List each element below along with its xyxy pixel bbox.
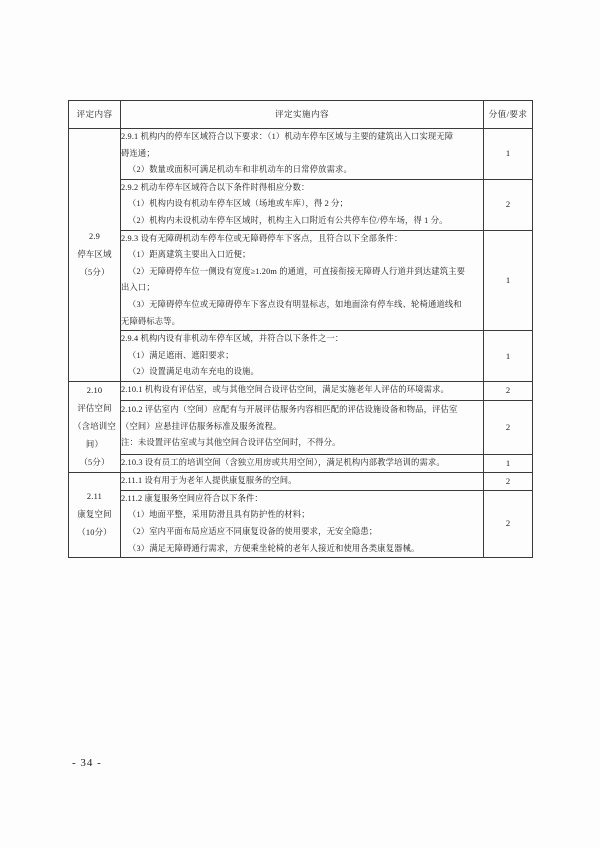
category-name: （含培训空 — [73, 422, 116, 432]
category-name: 停车区域 — [77, 249, 112, 259]
table-row — [69, 490, 533, 557]
content-line: （3）无障碍停车位或无障碍停车下客点设有明显标志，如地面涂有停车线、轮椅通道线和 — [128, 299, 462, 309]
content-line: 2.9.4 机构内设有非机动车停车区域，并符合以下条件之一： — [121, 334, 344, 344]
content-line: 2.9.2 机动车停车区域符合以下条件时得相应分数： — [121, 182, 310, 192]
content-cell-2-10-3 — [121, 454, 484, 473]
assessment-table — [68, 100, 533, 558]
content-cell-2-11-2 — [121, 490, 484, 557]
score-cell-2-10-3: 1 — [484, 454, 533, 473]
content-line: （1）距离建筑主要出入口近便； — [128, 250, 251, 260]
category-points: （10分） — [77, 528, 112, 538]
content-line: 注：未设置评估室或与其他空间合设评估空间时，不得分。 — [121, 438, 341, 448]
assessment-table-wrapper — [68, 100, 532, 558]
content-line: 无障碍标志等。 — [121, 316, 181, 326]
content-line: 碍连通； — [121, 148, 155, 158]
content-line: 2.10.2 评估室内（空间）应配有与开展评估服务内容相匹配的评估设施设备和物品，评估室 — [121, 405, 458, 415]
column-header-score: 分值/要求 — [484, 101, 533, 129]
content-line: （2）设置满足电动车充电的设施。 — [128, 367, 260, 377]
category-code: 2.10 — [86, 385, 103, 395]
category-code: 2.9 — [88, 231, 101, 241]
category-cell-2-9 — [69, 129, 121, 382]
content-cell-2-9-4 — [121, 331, 484, 382]
content-line: 出入口； — [121, 283, 155, 293]
score-cell-2-9-1: 1 — [484, 129, 533, 180]
category-cell-2-10 — [69, 381, 121, 472]
content-cell-2-9-2 — [121, 179, 484, 230]
column-header-content: 评定实施内容 — [121, 101, 484, 129]
score-cell-2-9-4: 1 — [484, 331, 533, 382]
content-cell-2-9-3 — [121, 230, 484, 331]
content-cell-2-11-1 — [121, 473, 484, 491]
content-line: （2）数量或面积可满足机动车和非机动车的日常停放需求。 — [128, 165, 352, 175]
content-line: 2.9.1 机构内的停车区域符合以下要求：（1）机动车停车区域与主要的建筑出入口实现无障 — [121, 132, 454, 141]
category-name: 间） — [85, 440, 104, 450]
category-points: （5分） — [79, 458, 110, 468]
column-header-category: 评定内容 — [69, 101, 121, 129]
content-line: （1）机构内设有机动车停车区域（场地或车库），得 2 分； — [128, 199, 349, 209]
table-row — [69, 454, 533, 473]
content-line: （空间）应悬挂评估服务标准及服务流程。 — [121, 421, 282, 431]
content-line: （3）满足无障碍通行需求，方便乘坐轮椅的老年人接近和使用各类康复器械。 — [128, 543, 420, 553]
content-line: （1）地面平整，采用防滑且具有防护性的材料； — [128, 510, 310, 520]
category-name: 评估空间 — [77, 403, 112, 413]
score-cell-2-10-2: 2 — [484, 400, 533, 454]
table-row — [69, 381, 533, 400]
category-cell-2-11 — [69, 473, 121, 558]
score-cell-2-9-2: 2 — [484, 179, 533, 230]
table-row — [69, 230, 533, 331]
content-line: 2.11.2 康复服务空间应符合以下条件： — [121, 493, 263, 503]
content-line: （1）满足遮雨、遮阳要求； — [128, 350, 234, 360]
content-line: （2）无障碍停车位一侧设有宽度≥1.20m 的通道，可直接衔接无障碍人行道并到达建筑主要 — [128, 266, 466, 276]
table-row — [69, 129, 533, 180]
table-row — [69, 331, 533, 382]
content-line: 2.11.1 设有用于为老年人提供康复服务的空间。 — [121, 476, 297, 486]
content-line: 2.10.1 机构设有评估室，或与其他空间合设评估空间，满足实施老年人评估的环境需求。 — [121, 385, 449, 395]
category-points: （5分） — [79, 267, 110, 277]
content-cell-2-10-2 — [121, 400, 484, 454]
content-line: （2）室内平面布局应适应不同康复设备的使用要求，无安全隐患； — [128, 527, 378, 536]
score-cell-2-10-1: 2 — [484, 381, 533, 400]
content-line: 2.10.3 设有员工的培训空间（含独立用房或共用空间），满足机构内部教学培训的需求。 — [121, 458, 445, 468]
table-row — [69, 400, 533, 454]
page-number: - 34 - — [72, 757, 102, 769]
table-header-row — [69, 101, 533, 129]
category-name: 康复空间 — [77, 510, 112, 520]
content-line: （2）机构内未设机动车停车区域时，机构主入口附近有公共停车位/停车场，得 1 分。 — [128, 215, 448, 225]
category-code: 2.11 — [86, 492, 103, 502]
content-line: 2.9.3 设有无障碍机动车停车位或无障碍停车下客点，且符合以下全部条件： — [121, 233, 403, 243]
content-cell-2-9-1 — [121, 129, 484, 180]
table-row — [69, 473, 533, 491]
table-row — [69, 179, 533, 230]
score-cell-2-11-1: 2 — [484, 473, 533, 491]
score-cell-2-11-2: 2 — [484, 490, 533, 557]
score-cell-2-9-3: 1 — [484, 230, 533, 331]
content-cell-2-10-1 — [121, 381, 484, 400]
